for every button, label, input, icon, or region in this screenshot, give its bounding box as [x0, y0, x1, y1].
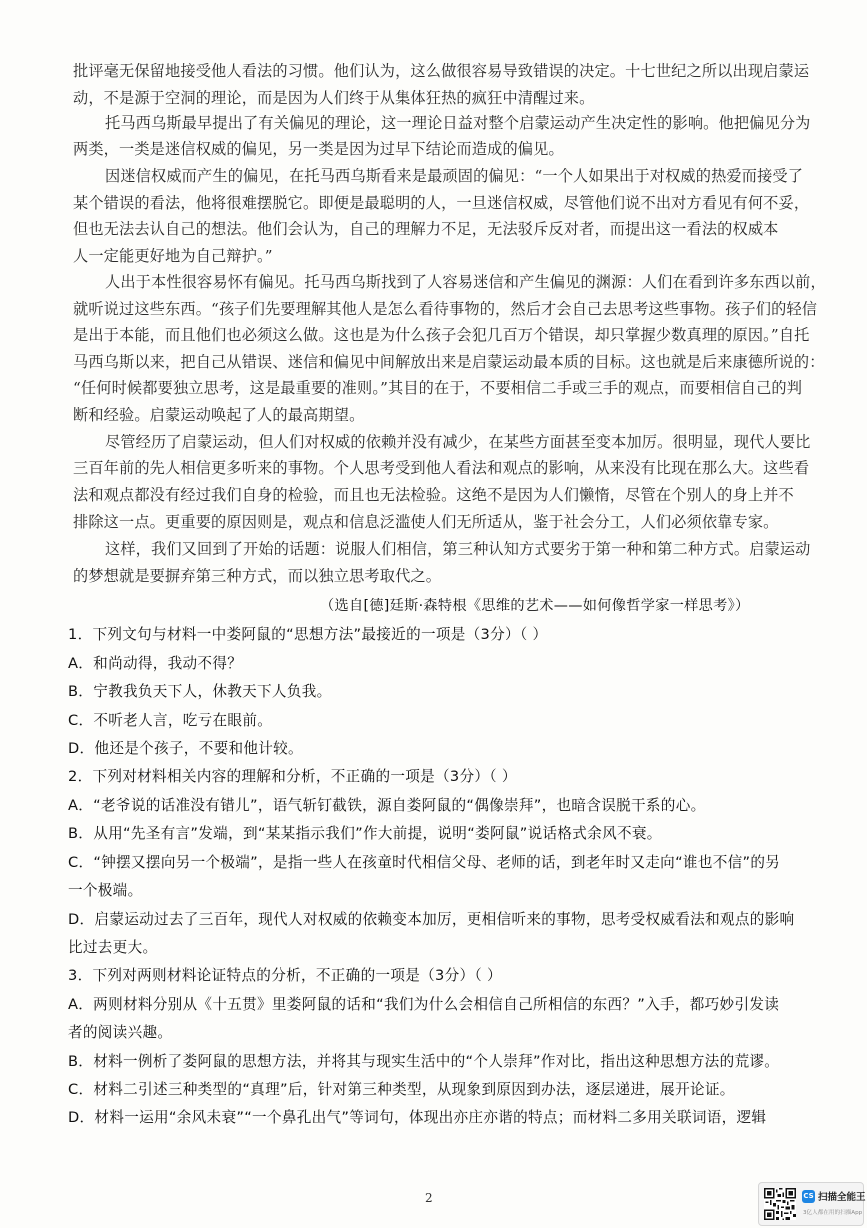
text-line: 动，不是源于空洞的理论，而是因为人们终于从集体狂热的疯狂中清醒过来。: [73, 89, 595, 107]
scanner-badge-title: 扫描全能王: [818, 1192, 866, 1203]
page-number: 2: [425, 1191, 433, 1205]
text-line: 托马西乌斯最早提出了有关偏见的理论，这一理论日益对整个启蒙运动产生决定性的影响。他把偏见分为: [105, 114, 811, 132]
text-line: 法和观点都没有经过我们自身的检验，而且也无法检验。这绝不是因为人们懒惰，尽管在个别人的身上并不: [73, 486, 794, 504]
question-2-option-c: C．“钟摆又摆向另一个极端”，是指一些人在孩童时代相信父母、老师的话，到老年时又走向“谁也不信”的另: [68, 854, 781, 871]
text-line: “任何时候都要独立思考，这是最重要的准则。”其目的在于，不要相信二手或三手的观点，而要相信自己的判: [73, 379, 803, 397]
text-line: 两类，一类是迷信权威的偏见，另一类是因为过早下结论而造成的偏见。: [73, 140, 564, 158]
question-3-option-b: B．材料一例析了娄阿鼠的思想方法，并将其与现实生活中的“个人崇拜”作对比，指出这种思想方法的荒谬。: [68, 1053, 780, 1070]
text-line: 人出于本性很容易怀有偏见。托马西乌斯找到了人容易迷信和产生偏见的渊源：人们在看到许多东西以前，: [105, 273, 826, 291]
question-1-option-a: A．和尚动得，我动不得？: [68, 655, 243, 672]
question-2-option-a: A．“老爷说的话准没有错儿”，语气斩钉截铁，源自娄阿鼠的“偶像崇拜”，也暗含误脱干系的心。: [68, 797, 706, 814]
text-line: 就听说过这些东西。“孩子们先要理解其他人是怎么看待事物的，然后才会自己去思考这些事物。孩子们的轻信: [73, 300, 818, 318]
text-line: 人一定能更好地为自己辩护。”: [73, 247, 273, 265]
question-2-option-d: D．启蒙运动过去了三百年，现代人对权威的依赖变本加厉，更相信听来的事物，思考受权威看法和观点的影响: [68, 911, 795, 928]
question-1-option-c: C．不听老人言，吃亏在眼前。: [68, 712, 273, 729]
text-line: 马西乌斯以来，把自己从错误、迷信和偏见中间解放出来是启蒙运动最本质的目标。这也就是后来康德所说的：: [73, 353, 825, 371]
question-3-option-a-cont: 者的阅读兴趣。: [68, 1024, 173, 1041]
text-line: 批评毫无保留地接受他人看法的习惯。他们认为，这么做很容易导致错误的决定。十七世纪之所以出现启蒙运: [73, 62, 810, 80]
text-line: 断和经验。启蒙运动唤起了人的最高期望。: [73, 406, 365, 424]
qr-code-icon: [764, 1188, 796, 1220]
question-3-option-d: D．材料一运用“余风未衰”“一个鼻孔出气”等词句，体现出亦庄亦谐的特点；而材料二多用关联词语，逻辑: [68, 1109, 767, 1126]
question-2-option-b: B．从用“先圣有言”发端，到“某某指示我们”作大前提，说明“娄阿鼠”说话格式余风不衰。: [68, 825, 662, 842]
scanner-watermark: [758, 1182, 864, 1226]
text-line: 但也无法去认自己的想法。他们会认为，自己的理解力不足，无法驳斥反对者，而提出这一看法的权威本: [73, 220, 779, 238]
text-line: 三百年前的先人相信更多听来的事物。个人思考受到他人看法和观点的影响，从来没有比现在那么大。这些看: [73, 459, 810, 477]
question-2-stem: 2．下列对材料相关内容的理解和分析，不正确的一项是（3分）（ ）: [68, 768, 517, 785]
question-1-option-d: D．他还是个孩子，不要和他计较。: [68, 740, 303, 757]
question-3-stem: 3．下列对两则材料论证特点的分析，不正确的一项是（3分）（ ）: [68, 967, 502, 984]
text-line: 排除这一点。更重要的原因则是，观点和信息泛滥使人们无所适从，鉴于社会分工，人们必须依靠专家。: [73, 513, 779, 531]
text-line: 尽管经历了启蒙运动，但人们对权威的依赖并没有减少，在某些方面甚至变本加厉。很明显，现代人要比: [105, 433, 811, 451]
source-citation: （选自[德]廷斯·森特根《思维的艺术——如何像哲学家一样思考》）: [320, 598, 750, 614]
question-3-option-a: A．两则材料分别从《十五贯》里娄阿鼠的话和“我们为什么会相信自己所相信的东西？”入手，都巧妙引发读: [68, 996, 780, 1013]
camscanner-logo-icon: CS: [802, 1190, 815, 1203]
text-line: 的梦想就是要摒弃第三种方式，而以独立思考取代之。: [73, 567, 442, 585]
question-2-option-c-cont: 一个极端。: [68, 882, 143, 899]
question-3-option-c: C．材料二引述三种类型的“真理”后，针对第三种类型，从现象到原因到办法，逐层递进，展开论证。: [68, 1081, 735, 1098]
question-2-option-d-cont: 比过去更大。: [68, 939, 158, 956]
question-1-option-b: B．宁教我负天下人，休教天下人负我。: [68, 683, 332, 700]
text-line: 因迷信权威而产生的偏见，在托马西乌斯看来是最顽固的偏见：“一个人如果出于对权威的热爱而接受了: [105, 167, 804, 185]
scanner-badge-tagline: 3亿人都在用的扫描App: [803, 1210, 863, 1216]
text-line: 是出于本能，而且他们也必须这么做。这也是为什么孩子会犯几百万个错误，却只掌握少数真理的原因。”自托: [73, 326, 810, 344]
text-line: 这样，我们又回到了开始的话题：说服人们相信，第三种认知方式要劣于第一种和第二种方式。启蒙运动: [105, 540, 811, 558]
question-1-stem: 1．下列文句与材料一中娄阿鼠的“思想方法”最接近的一项是（3分）（ ）: [68, 626, 548, 643]
text-line: 某个错误的看法，他将很难摆脱它。即便是最聪明的人，一旦迷信权威，尽管他们说不出对方看见有何不妥，: [73, 194, 810, 212]
